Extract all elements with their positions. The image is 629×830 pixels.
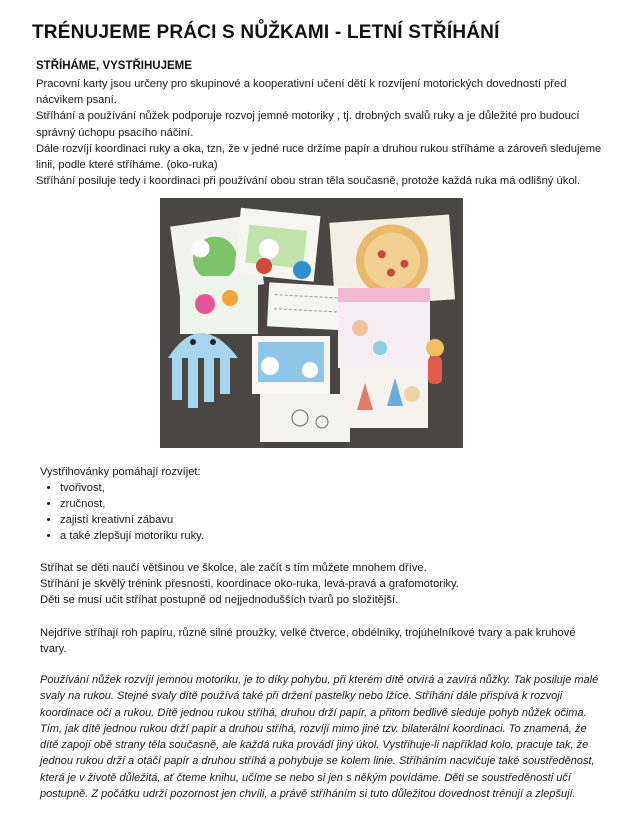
benefits-lead: Vystřihovánky pomáhají rozvíjet:: [40, 466, 201, 478]
shapes-paragraph: [40, 625, 600, 657]
list-item: • a také zlepšují motoriku ruky.: [60, 528, 600, 544]
list-item: • zajistí kreativní zábavu: [60, 512, 600, 528]
motor-skills-paragraph: [40, 672, 602, 802]
intro-text: [36, 76, 606, 189]
photo-illustration: [160, 198, 463, 448]
section-heading: STŘÍHÁME, VYSTŘIHUJEME: [36, 60, 192, 72]
text-line: Stříhat se děti naučí většinou ve školce, ale začít s tím můžete mnohem dříve.: [40, 562, 427, 574]
cutting-worksheets-photo: [160, 198, 463, 448]
benefits-block: [40, 464, 600, 544]
text-line: Stříhání je skvělý trénink přesnosti, koordinace oko-ruka, levá-pravá a grafomotoriky.: [40, 578, 459, 590]
page-title: TRÉNUJEME PRÁCI S NŮŽKAMI - LETNÍ STŘÍHÁNÍ: [32, 22, 500, 43]
text-line: Děti se musí učit stříhat postupně od nejjednodušších tvarů po složitější.: [40, 594, 399, 606]
benefits-list: [40, 480, 600, 544]
text-line: Nejdříve stříhají roh papíru, různě silné proužky, velké čtverce, obdélníky, trojúhelníkové tvary a pak kruhové tvary.: [40, 627, 576, 655]
intro-paragraph: Stříhání a používání nůžek podporuje rozvoj jemné motoriky , tj. drobných svalů ruky a je důležité pro budoucí správný úchopu psacího náčiní.: [36, 110, 580, 139]
list-item: • tvořivost,: [60, 480, 600, 496]
intro-paragraph: Dále rozvíjí koordinaci ruky a oka, tzn, že v jedné ruce držíme papír a druhou rukou stříháme a zároveň sledujeme linii, podle které stříháme. (oko-ruka): [36, 142, 602, 172]
intro-paragraph: Pracovní karty jsou určeny pro skupinové a kooperativní učení dětí k rozvíjení motorických dovedností před nácvikem psaní.: [36, 78, 567, 107]
intro-paragraph: Stříhání posiluje tedy i koordinaci při používání obou stran těla současně, protože každá ruka má odlišný úkol.: [36, 175, 581, 188]
list-item: • zručnost,: [60, 496, 600, 512]
learning-paragraph: [40, 560, 600, 608]
italic-text: Používání nůžek rozvíjí jemnou motoriku, je to díky pohybu, při kterém dítě otvírá a zavírá nůžky. Tak posiluje malé svaly na rukou. Stejné svaly dítě používá také při držení pastelky nebo lžíce. Stříhání dále přispívá k rozvoji koordinace očí a rukou. Dítě jednou rukou stříhá, druhou drží papír, a přitom bedlivě sleduje pohyb nůžek očima. Tím, jak dítě jednou rukou drží papír a druhou stříhá, rozvíjí mimo jiné tzv. bilaterální koordinaci. To znamená, že dítě zapojí obě strany těla současně, ale každá ruka provádí jiný úkol. Vystřihuje-li například kolo, pracuje tak, že jednou rukou drží a otáčí papír a druhou stříhá a pohybuje se kolem linie. Stříháním nacvičuje také soustředěnost, která je v životě důležitá, ať čteme knihu, učíme se nebo si jen s někým povídáme. Děti se soustředěnosti učí postupně. Z počátku udrží pozornost jen chvíli, a právě stříháním si tuto důležitou dovednost trénují a zlepšují.: [40, 674, 599, 801]
